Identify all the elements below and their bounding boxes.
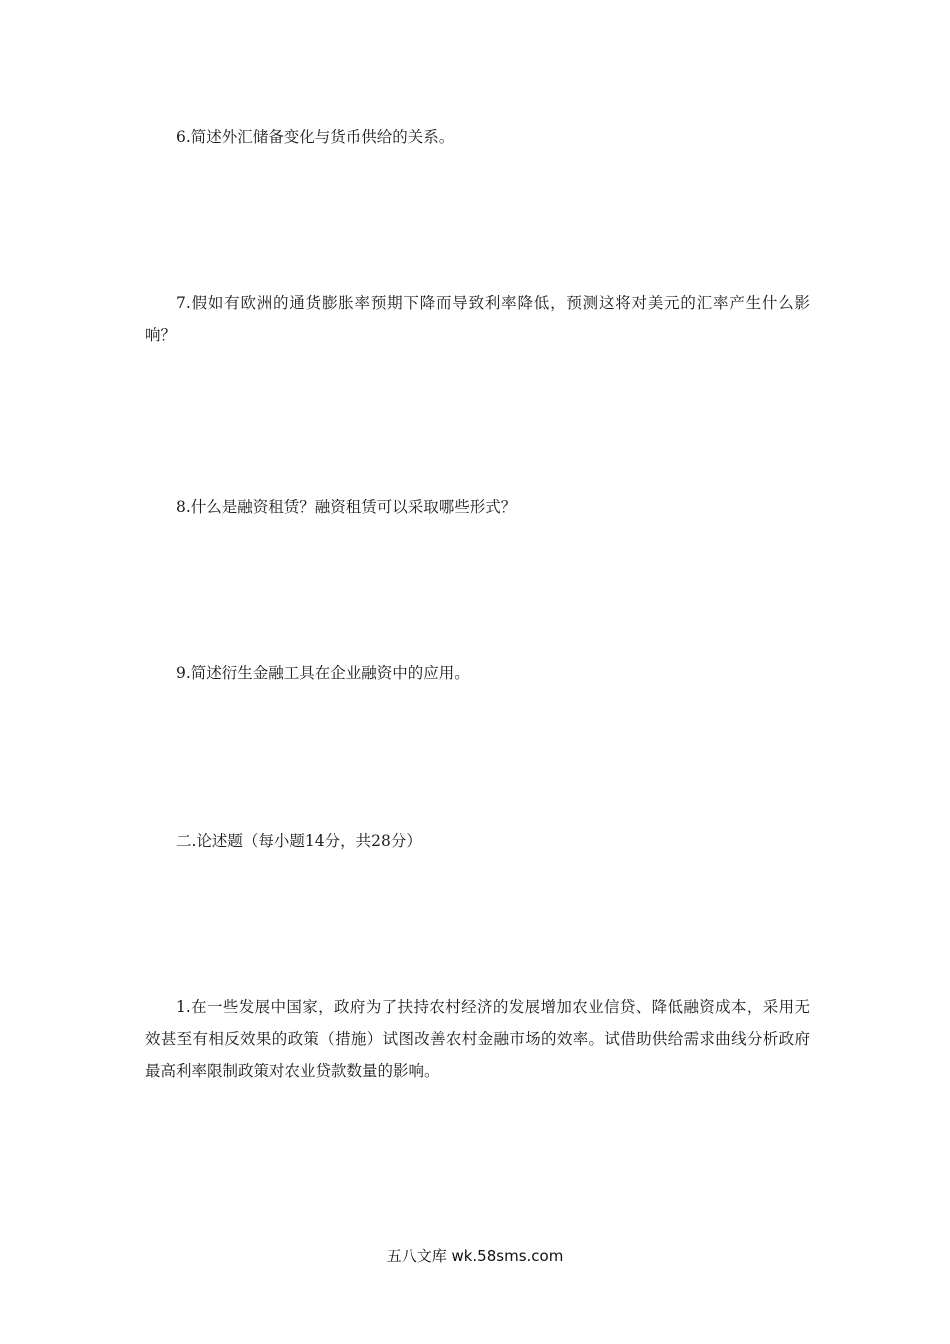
question-7: 7.假如有欧洲的通货膨胀率预期下降而导致利率降低，预测这将对美元的汇率产生什么影响？ xyxy=(145,294,810,344)
question-9: 9.简述衍生金融工具在企业融资中的应用。 xyxy=(176,664,470,682)
question-8: 8.什么是融资租赁？融资租赁可以采取哪些形式？ xyxy=(176,498,517,516)
essay-question-1: 1.在一些发展中国家，政府为了扶持农村经济的发展增加农业信贷、降低融资成本，采用无效甚至有相反效果的政策（措施）试图改善农村金融市场的效率。试借助供给需求曲线分析政府最高利率限制政策对农业贷款数量的影响。 xyxy=(145,998,810,1080)
question-6: 6.简述外汇储备变化与货币供给的关系。 xyxy=(176,128,455,146)
section-2-heading: 二.论述题（每小题14分，共28分） xyxy=(176,832,422,850)
footer-watermark: 五八文库 wk.58sms.com xyxy=(386,1247,564,1265)
